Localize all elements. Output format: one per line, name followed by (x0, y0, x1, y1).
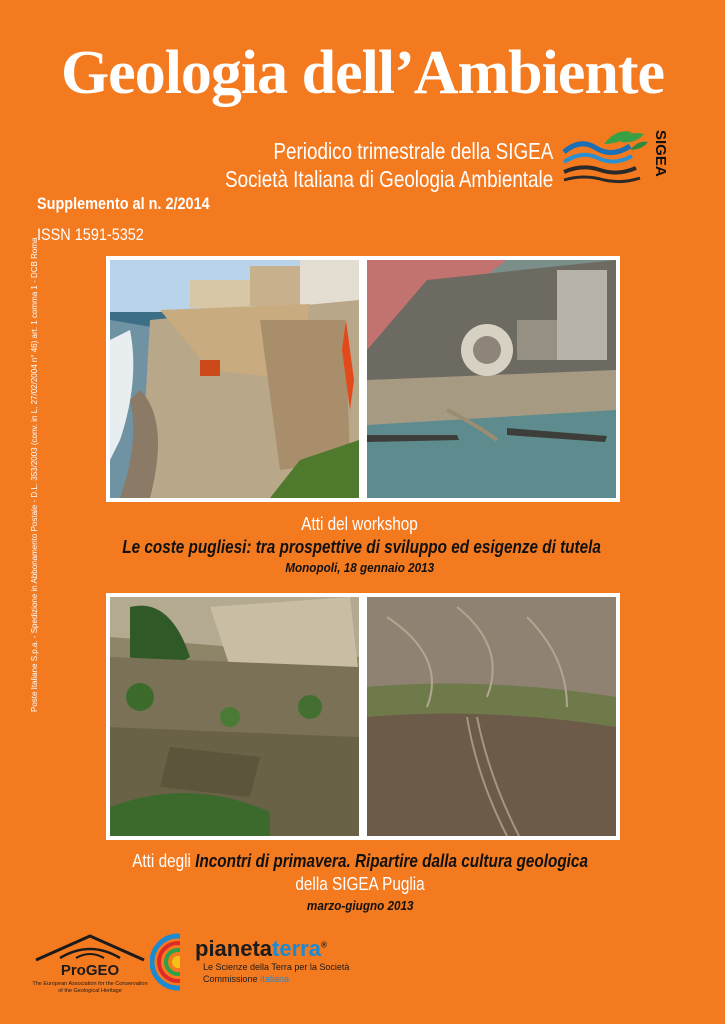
issn-label: ISSN 1591-5352 (37, 225, 144, 244)
aerial-harbor-photo (367, 260, 616, 498)
progeo-logo (30, 930, 150, 1000)
postal-note: Poste Italiane S.p.a. - Spedizione in Abbonamento Postale - D.L. 353/2003 (conv. in L. 27/02/2004 n° 46) art. 1 comma 1 - DCB Roma (30, 237, 39, 712)
sigea-logo (560, 122, 670, 188)
journal-subtitle-2: Società Italiana di Geologia Ambientale (224, 166, 553, 192)
section2-title: Incontri di primavera. Ripartire dalla cultura geologica (195, 851, 588, 871)
section2-label-prefix: Atti degli (132, 851, 196, 871)
photo-frame-top (106, 256, 620, 502)
rocky-ravine-photo (110, 597, 359, 836)
pianeta-terra-commission: Commissione Italiana (203, 974, 290, 984)
section2-date: marzo-giugno 2013 (306, 898, 414, 913)
pianeta-terra-tagline: Le Scienze della Terra per la Società (203, 962, 350, 972)
journal-title: Geologia dell’Ambiente (60, 39, 665, 107)
pianeta-terra-name: pianetaterra® (195, 936, 327, 961)
section2-label-suffix: della SIGEA Puglia (295, 874, 425, 894)
section1-title: Le coste pugliesi: tra prospettive di sviluppo ed esigenze di tutela (122, 537, 601, 557)
progeo-tagline-2: of the Geological Heritage (58, 987, 122, 994)
photo-frame-bottom (106, 593, 620, 840)
coastal-cliff-photo (110, 260, 359, 498)
progeo-name: ProGEO (60, 962, 120, 979)
section1-place-date: Monopoli, 18 gennaio 2013 (285, 560, 435, 575)
sigea-logo-text: SIGEA (652, 130, 669, 177)
supplement-label: Supplemento al n. 2/2014 (37, 194, 210, 213)
section1-label: Atti del workshop (301, 514, 419, 534)
eroded-field-photo (367, 597, 616, 836)
journal-subtitle-1: Periodico trimestrale della SIGEA (273, 138, 553, 164)
progeo-tagline-1: The European Association for the Conservation (32, 981, 148, 987)
